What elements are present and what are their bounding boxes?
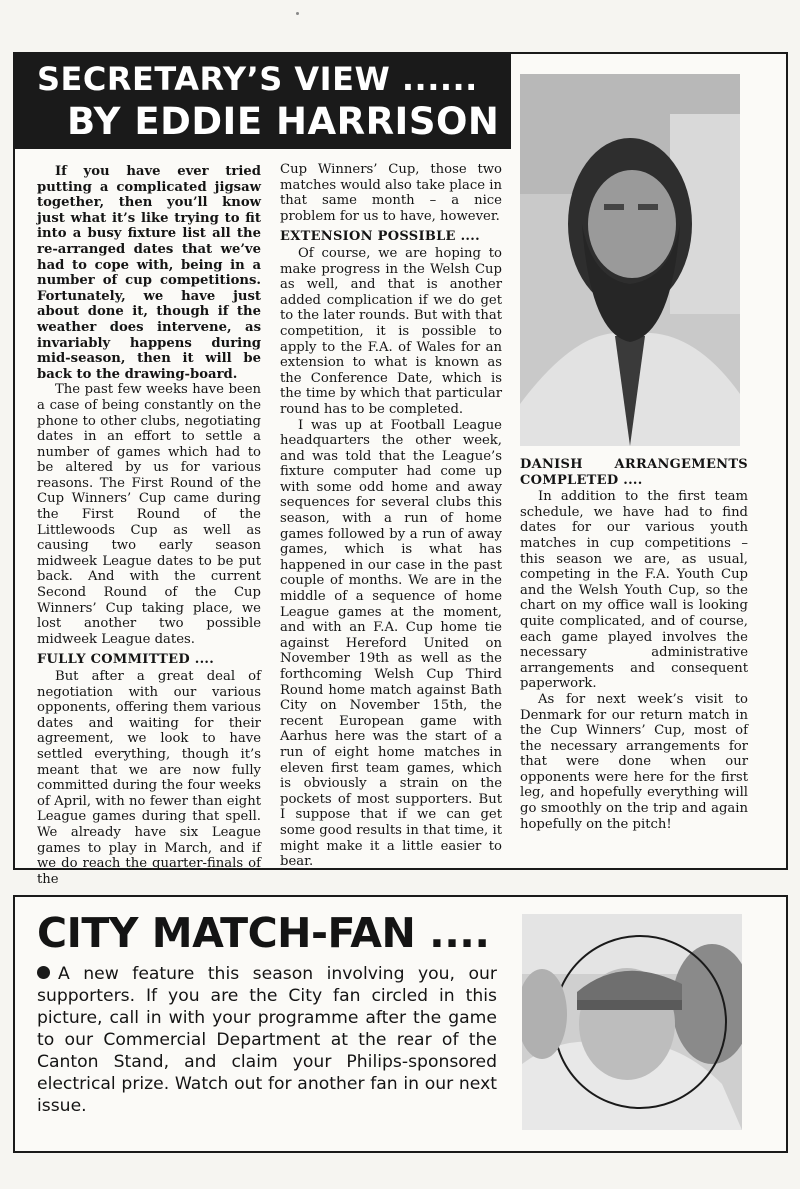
match-fan-title: CITY MATCH-FAN .... <box>37 909 490 957</box>
match-fan-text: A new feature this season involving you, our supporters. If you are the City fan circled in this picture, call in with your programme after the game to our Commercial Department at the rear of the Canton Stand, and claim your Philips-sponsored electrical prize. Watch out for another fan in our next issue. <box>37 964 497 1116</box>
print-speck <box>296 12 299 15</box>
eddie-harrison-photo <box>520 74 740 446</box>
match-fan-body <box>37 963 497 1117</box>
paragraph-continued: Cup Winners’ Cup, those two matches would also take place in that same month – a nice problem for us to have, however. <box>280 162 502 224</box>
paragraph: In addition to the first team schedule, we have had to find dates for our various youth matches in cup competitions – this season we are, as usual, competing in the F.A. Youth Cup and the Welsh Youth Cup, so the chart on my office wall is looking quite complicated, and of course, each game played involves the necessary administrative arrangements and consequent paperwork. <box>520 489 748 692</box>
article-title-line-1: SECRETARY’S VIEW ...... <box>37 60 478 98</box>
lead-paragraph: If you have ever tried putting a complicated jigsaw together, then you’ll know just what it’s like trying to fit into a busy fixture list all the re-arranged dates that we’ve had to cope with, being in a number of cup competitions. Fortunately, we have just about done it, though if the weather does intervene, as invariably happens during mid-season, then it will be back to the drawing-board. <box>37 164 261 382</box>
article-title-banner <box>15 54 511 149</box>
crowd-photo <box>522 914 742 1130</box>
subheading-extension-possible: EXTENSION POSSIBLE .... <box>280 229 480 245</box>
subheading-fully-committed: FULLY COMMITTED .... <box>37 652 215 668</box>
paragraph: But after a great deal of negotiation with our various opponents, offering them various dates and waiting for their agreement, we look to have settled everything, though it’s meant that we are now fully committed during the four weeks of April, with no fewer than eight League games during that spell. We already have six League games to play in March, and if we do reach the quarter-finals of the <box>37 669 261 887</box>
paragraph: The past few weeks have been a case of being constantly on the phone to other clubs, negotiating dates in an effort to settle a number of games which had to be altered by us for various reasons. The First Round of the Cup Winners’ Cup came during the First Round of the Littlewoods Cup as well as causing two early season midweek League dates to be put back. And with the current Second Round of the Cup Winners’ Cup taking place, we lost another two possible midweek League dates. <box>37 382 261 647</box>
paragraph: Of course, we are hoping to make progress in the Welsh Cup as well, and that is another added complication if we do get to the later rounds. But with that competition, it is possible to apply to the F.A. of Wales for an extension to what is known as the Conference Date, which is the time by which that particular round has to be completed. <box>280 245 502 417</box>
article-column-2 <box>280 162 502 870</box>
secretary-view-article <box>13 52 788 887</box>
bullet-icon <box>37 966 50 979</box>
subheading-danish-arrangements: DANISH ARRANGEMENTS COMPLETED .... <box>520 457 748 488</box>
article-column-3 <box>520 457 748 832</box>
city-match-fan-feature <box>13 895 788 1153</box>
article-column-1 <box>37 164 261 887</box>
article-title-line-2: BY EDDIE HARRISON <box>67 100 500 143</box>
paragraph: As for next week’s visit to Denmark for our return match in the Cup Winners’ Cup, most of the necessary arrangements for that were done when our opponents were here for the first leg, and hopefully everything will go smoothly on the trip and again hopefully on the pitch! <box>520 691 748 832</box>
paragraph: I was up at Football League headquarters the other week, and was told that the League’s fixture computer had come up with some odd home and away sequences for several clubs this season, with a run of home games followed by a run of away games, which is what has happened in our case in the past couple of months. We are in the middle of a sequence of home League games at the moment, and with an F.A. Cup home tie against Hereford United on November 19th as well as the forthcoming Welsh Cup Third Round home match against Bath City on November 15th, the recent European game with Aarhus here was the start of a run of eight home matches in eleven first team games, which is obviously a strain on the pockets of most supporters. But I suppose that if we can get some good results in that time, it might make it a little easier to bear. <box>280 417 502 870</box>
